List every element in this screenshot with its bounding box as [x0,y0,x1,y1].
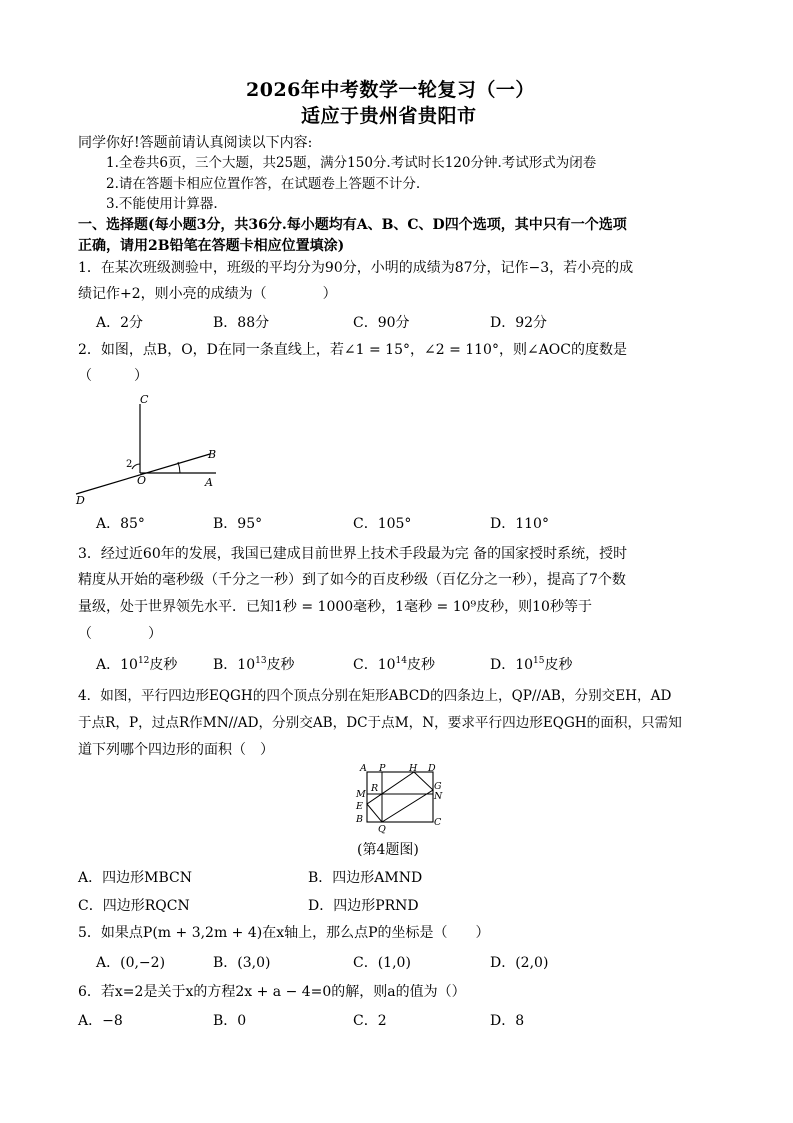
label-d: D [428,763,436,774]
option-c: C．90分 [353,315,410,331]
notice-item: 1.全卷共6页，三个大题，共25题，满分150分.考试时长120分钟.考试形式为闭卷 [106,155,597,171]
label-e: E [356,801,363,812]
notice-greeting: 同学你好!答题前请认真阅读以下内容: [78,135,313,151]
page-subtitle: 适应于贵州省贵阳市 [301,105,477,127]
option-b: B．四边形AMND [308,870,423,886]
label-n: N [434,791,443,802]
option-a: A．四边形MBCN [78,870,192,886]
option-b: B．0 [213,1013,247,1029]
angle-2-label: 2 [126,459,133,470]
section-heading: 一、选择题(每小题3分，共36分.每小题均有A、B、C、D四个选项，其中只有一个选项 [78,217,627,233]
option-d: D．$10^{15}$皮秒 [490,656,573,673]
question-text: 绩记作+2，则小亮的成绩为（ ） [78,286,337,302]
page-title: 2026年中考数学一轮复习（一） [246,79,535,101]
question-text: 6．若x=2是关于x的方程2x + a − 4=0的解，则a的值为（） [78,984,466,1000]
option-a: A．85° [96,516,145,532]
point-c-label: C [140,393,149,406]
question-text: 于点R，P，过点R作MN//AD，分别交AB，DC于点M，N，要求平行四边形EQGH的面积，只需知 [78,715,682,731]
figure-caption: (第4题图) [357,842,419,858]
option-a: A．(0,−2) [96,955,166,971]
point-b-label: B [208,448,217,461]
option-c: C．四边形RQCN [78,898,190,914]
label-g: G [434,781,442,792]
question-text: 2．如图，点B，O，D在同一条直线上，若∠1 = 15°，∠2 = 110°，则∠AOC的度数是 [78,342,627,358]
question-text: 道下列哪个四边形的面积（ ） [78,742,274,758]
label-b: B [356,814,363,825]
label-a: A [360,763,367,774]
parallelogram-eqgh [367,772,433,822]
label-r: R [371,783,379,794]
option-d: D．8 [490,1013,525,1029]
question-text: （ ） [78,626,162,642]
option-a: A．2分 [96,315,144,331]
option-d: D．四边形PRND [308,898,419,914]
notice-item: 2.请在答题卡相应位置作答，在试题卷上答题不计分. [106,176,421,192]
rectangle-figure [348,762,448,834]
point-a-label: A [205,476,213,489]
option-b: B．88分 [213,315,270,331]
label-h: H [409,763,418,774]
label-c: C [434,817,442,828]
option-c: C．(1,0) [353,955,411,971]
option-b: B．$10^{13}$皮秒 [213,656,295,673]
option-a: A．$10^{12}$皮秒 [96,656,178,673]
option-c: C．2 [353,1013,387,1029]
option-c: C．105° [353,516,412,532]
option-d: D．110° [490,516,549,532]
option-b: B．(3,0) [213,955,271,971]
question-text: 量级，处于世界领先水平．已知1秒 = 1000毫秒，1毫秒 = 10⁹皮秒，则10秒等于 [78,599,592,615]
question-text: 1．在某次班级测验中，班级的平均分为90分，小明的成绩为87分，记作−3，若小亮的成 [78,260,634,276]
question-text: 4．如图，平行四边形EQGH的四个顶点分别在矩形ABCD的四条边上，QP//AB，分别交EH，AD [78,688,672,704]
label-m: M [356,789,366,800]
option-d: D．92分 [490,315,548,331]
option-b: B．95° [213,516,263,532]
question-text: （ ） [78,368,148,384]
section-heading: 正确，请用2B铅笔在答题卡相应位置填涂) [78,238,345,254]
option-c: C．$10^{14}$皮秒 [353,656,435,673]
label-q: Q [378,824,386,834]
notice-item: 3.不能使用计算器. [106,196,218,212]
question-text: 5．如果点P(m + 3,2m + 4)在x轴上，那么点P的坐标是（ ） [78,925,490,941]
point-d-label: D [76,494,85,507]
angle-2-arc [132,464,140,469]
point-o-label: O [137,474,147,487]
option-d: D．(2,0) [490,955,549,971]
option-a: A．−8 [78,1013,123,1029]
question-text: 精度从开始的毫秒级（千分之一秒）到了如今的百皮秒级（百亿分之一秒），提高了7个数 [78,572,626,588]
question-text: 3．经过近60年的发展，我国已建成目前世界上技术手段最为完 备的国家授时系统，授时 [78,546,628,562]
angle-figure [70,388,230,508]
label-p: P [379,763,386,774]
